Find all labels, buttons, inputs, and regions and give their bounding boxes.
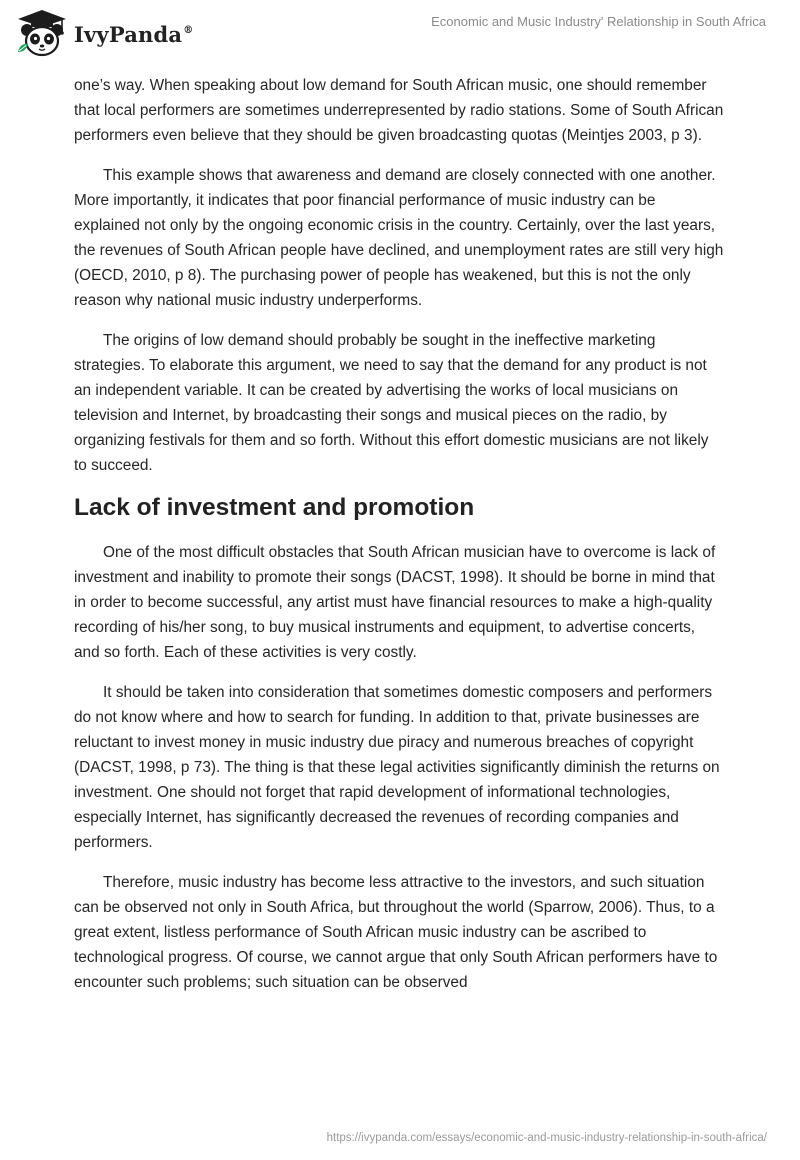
document-title: Economic and Music Industry' Relationship in South Africa [431, 14, 766, 29]
paragraph: The origins of low demand should probably be sought in the ineffective marketing strategies. To elaborate this argument, we need to say that the demand for any product is not an independent variable. It can be created by advertising the works of local musicians on television and Internet, by broadcasting their songs and musical pieces on the radio, by organizing festivals for them and so forth. Without this effort domestic musicians are not likely to succeed. [74, 332, 709, 474]
section-heading: Lack of investment and promotion [74, 494, 475, 521]
registered-mark: ® [183, 24, 194, 36]
paragraph: one’s way. When speaking about low demand for South African music, one should remember that local performers are sometimes underrepresented by radio stations. Some of South African performers even believe that they should be given broadcasting quotas (Meintjes 2003, p 3). [74, 77, 724, 144]
essay-content [74, 73, 724, 1010]
paragraph: One of the most difficult obstacles that South African musician have to overcome is lack of investment and inability to promote their songs (DACST, 1998). It should be borne in mind that in order to become successful, any artist must have financial resources to make a high-quality recording of his/her song, to buy musical instruments and equipment, to advertise concerts, and so forth. Each of these activities is very costly. [74, 544, 716, 661]
page-header [0, 0, 800, 70]
paragraph: It should be taken into consideration that sometimes domestic composers and performers do not know where and how to search for funding. In addition to that, private businesses are reluctant to invest money in music industry due piracy and numerous breaches of copyright (DACST, 1998, p 73). The thing is that these legal activities significantly diminish the returns on investment. One should not forget that rapid development of informational technologies, especially Internet, has significantly decreased the revenues of recording companies and performers. [74, 684, 720, 851]
ivypanda-logo[interactable] [14, 8, 193, 58]
panda-graduate-icon [14, 8, 70, 58]
brand-name: IvyPanda® [74, 21, 194, 47]
paragraph: This example shows that awareness and demand are closely connected with one another. More importantly, it indicates that poor financial performance of music industry can be explained not only by the ongoing economic crisis in the country. Certainly, over the last years, the revenues of South African people have declined, and unemployment rates are still very high (OECD, 2010, p 8). The purchasing power of people has weakened, but this is not the only reason why national music industry underperforms. [74, 167, 724, 309]
paragraph: Therefore, music industry has become less attractive to the investors, and such situation can be observed not only in South Africa, but throughout the world (Sparrow, 2006). Thus, to a great extent, listless performance of South African music industry can be ascribed to technological progress. Of course, we cannot argue that only South African performers have to encounter such problems; such situation can be observed [74, 874, 718, 991]
source-url-link[interactable]: https://ivypanda.com/essays/economic-and-music-industry-relationship-in-south-africa/ [326, 1132, 767, 1144]
